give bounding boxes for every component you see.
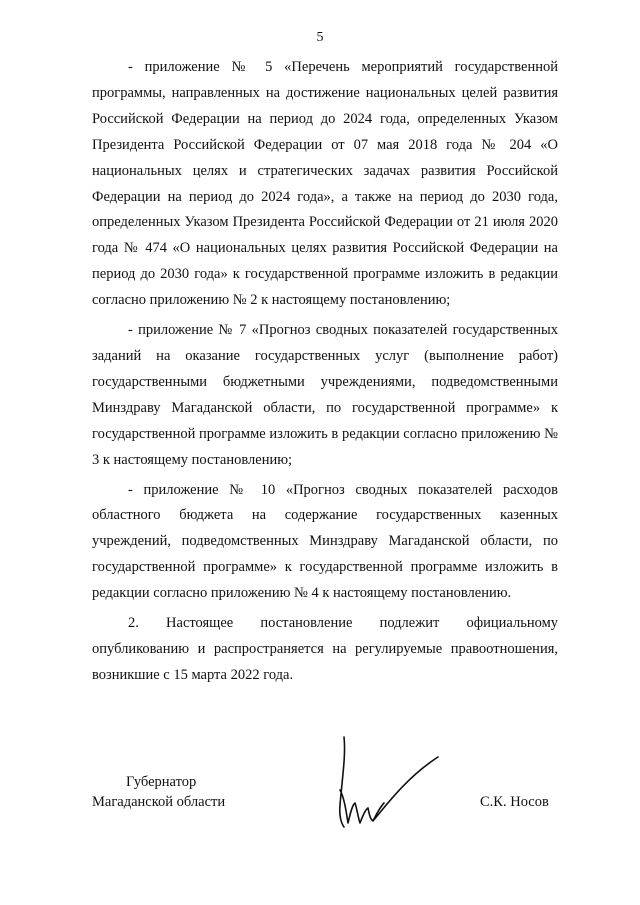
page-number: 5: [316, 30, 324, 45]
paragraph-appendix-7: - приложение № 7 «Прогноз сводных показателей государственных заданий на оказание государственных услуг (выполнение работ) государственными бюджетными учреждениями, подведомственными Минздраву Магаданской области, по государственной программе» к государственной программе изложить в редакции согласно приложению № 3 к настоящему постановлению;: [92, 322, 558, 468]
signatory-title-line2: Магаданской области: [92, 794, 226, 810]
signatory-name: С.К. Носов: [480, 794, 549, 810]
document-body: [92, 55, 558, 689]
signatory-title-line1: Губернатор: [126, 774, 197, 790]
paragraph-effective-date: 2. Настоящее постановление подлежит официальному опубликованию и распространяется на регулируемые правоотношения, возникшие с 15 марта 2022 года.: [92, 615, 558, 683]
handwritten-signature: [330, 735, 445, 835]
paragraph-appendix-10: - приложение № 10 «Прогноз сводных показателей расходов областного бюджета на содержание государственных казенных учреждений, подведомственных Минздраву Магаданской области, по государственной программе» к государственной программе изложить в редакции согласно приложению № 4 к настоящему постановлению.: [92, 481, 558, 602]
paragraph-appendix-5: - приложение № 5 «Перечень мероприятий государственной программы, направленных на достижение национальных целей развития Российской Федерации на период до 2024 года, определенных Указом Президента Российской Федерации от 07 мая 2018 года № 204 «О национальных целях и стратегических задачах развития Российской Федерации на период до 2024 года», а также на период до 2030 года, определенных Указом Президента Российской Федерации от 21 июля 2020 года № 474 «О национальных целях развития Российской Федерации на период до 2030 года» к государственной программе изложить в редакции согласно приложению № 2 к настоящему постановлению;: [92, 59, 558, 309]
signatory-title: [92, 772, 225, 812]
